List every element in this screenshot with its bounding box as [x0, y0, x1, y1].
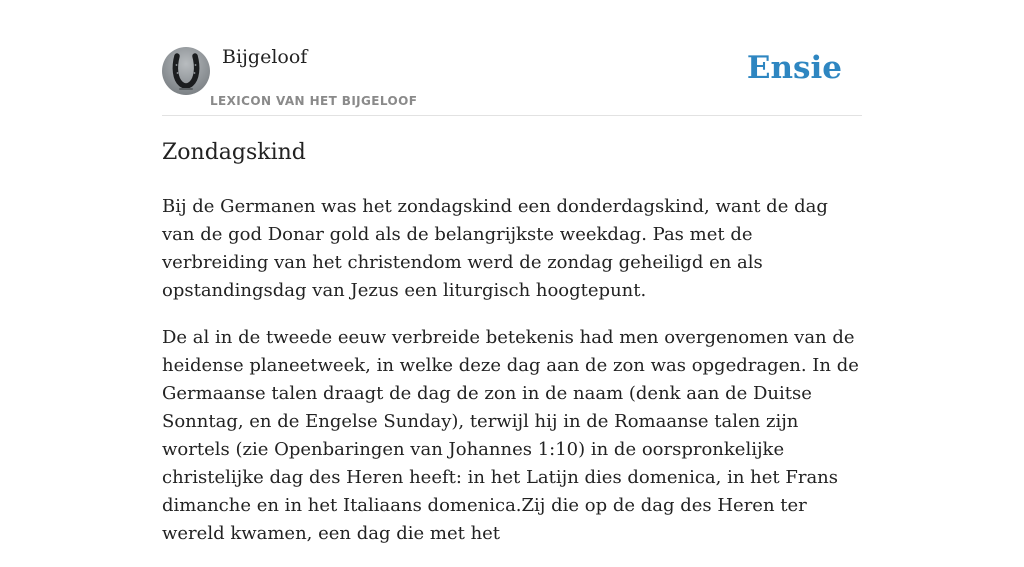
site-subtitle[interactable]: LEXICON VAN HET BIJGELOOF	[210, 94, 418, 108]
page	[162, 0, 862, 544]
article-paragraph: De al in de tweede eeuw verbreide betekenis had men overgenomen van de heidense planeetweek, in welke deze dag aan de zon was opgedragen. In de Germaanse talen draagt de dag de zon in de naam (denk aan de Duitse Sonntag, en de Engelse Sunday), terwijl hij in de Romaanse talen zijn wortels (zie Openbaringen van Johannes 1:10) in de oorspronkelijke christelijke dag des Heren heeft: in het Latijn dies domenica, in het Frans dimanche en in het Italiaans domenica.Zij die op de dag des Heren ter wereld kwamen, een dag die met het	[162, 327, 859, 544]
article-body	[162, 193, 862, 567]
horseshoe-icon	[162, 47, 210, 95]
article-paragraph: Bij de Germanen was het zondagskind een donderdagskind, want de dag van de god Donar gold als de belangrijkste weekdag. Pas met de verbreiding van het christendom werd de zondag geheiligd en als opstandingsdag van Jezus een liturgisch hoogtepunt.	[162, 196, 828, 301]
article-title: Zondagskind	[162, 140, 306, 165]
site-name[interactable]: Bijgeloof	[222, 46, 308, 68]
site-header	[162, 0, 862, 116]
avatar[interactable]	[162, 47, 210, 95]
brand-logo[interactable]: Ensie	[746, 50, 842, 86]
